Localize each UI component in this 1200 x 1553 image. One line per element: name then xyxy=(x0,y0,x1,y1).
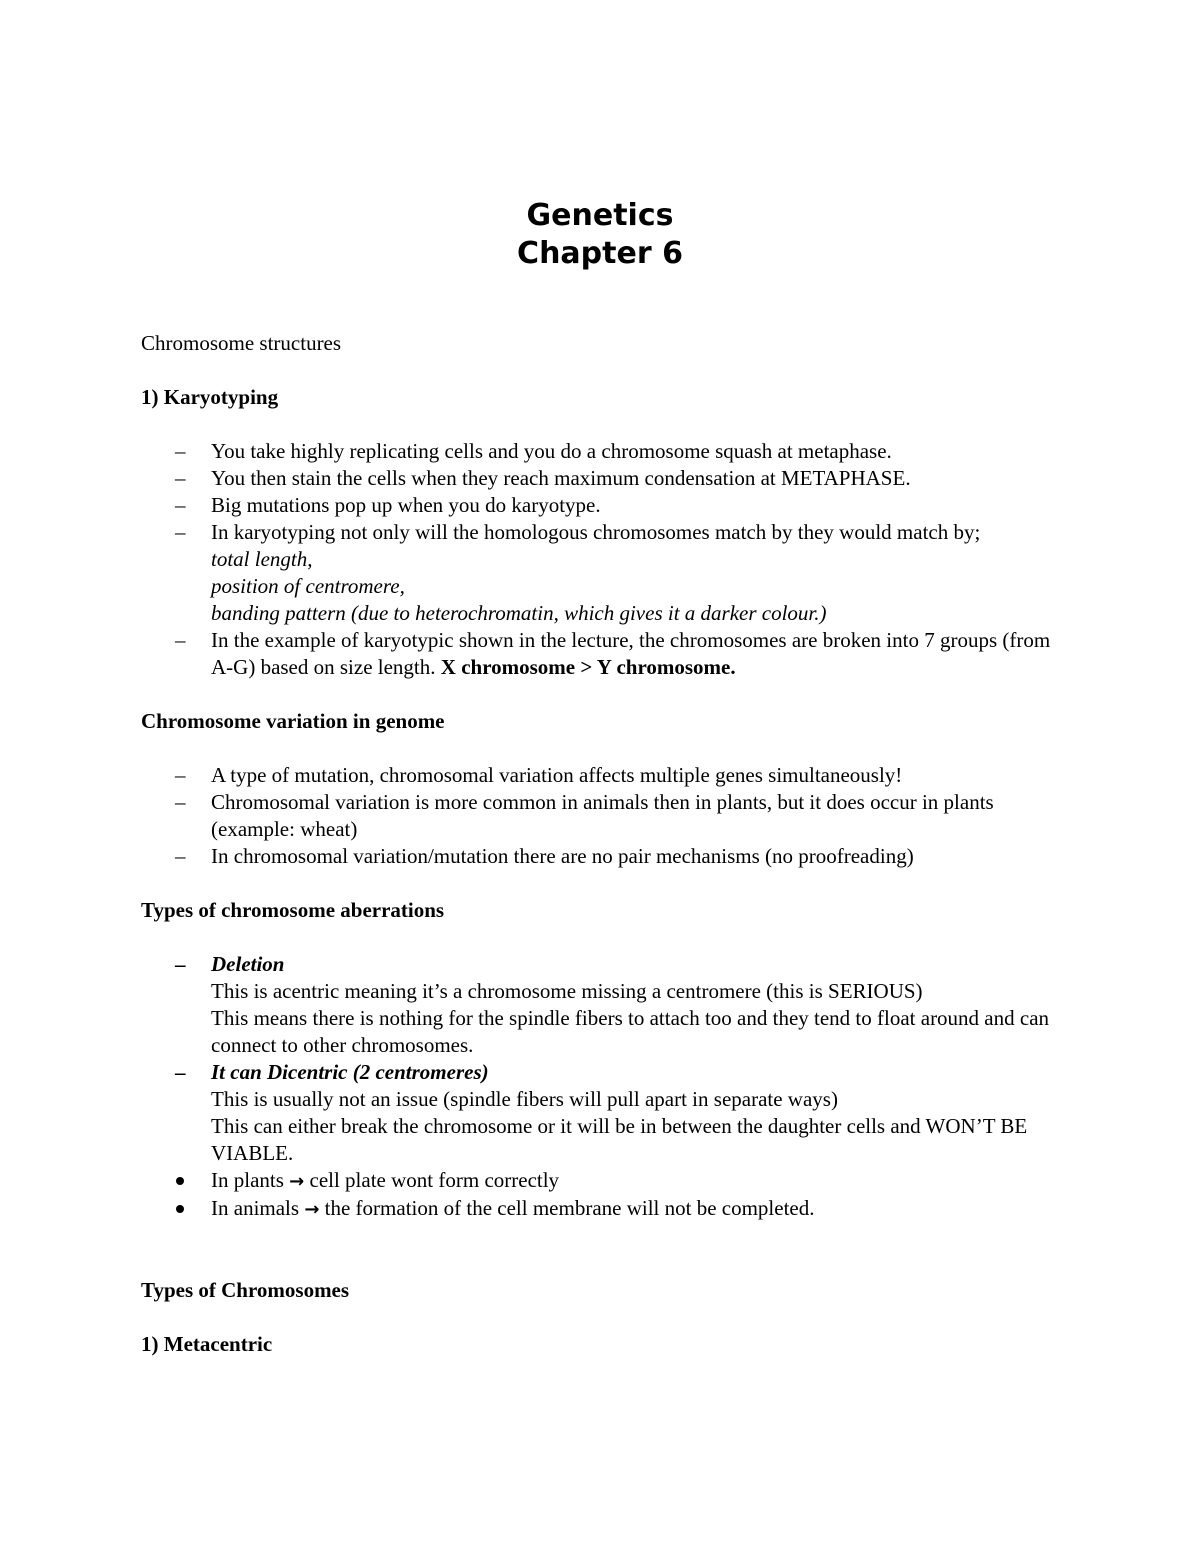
variation-list xyxy=(141,762,1061,870)
list-item xyxy=(141,438,1061,465)
bullet-icon xyxy=(176,1177,184,1185)
arrow-right-icon: → xyxy=(304,1199,320,1220)
dicentric-label: It can Dicentric (2 centromeres) xyxy=(211,1060,489,1084)
dash-marker: – xyxy=(175,952,186,976)
animals-effect: the formation of the cell membrane will not be completed. xyxy=(324,1196,815,1220)
list-item-text: You take highly replicating cells and you do a chromosome squash at metaphase. xyxy=(211,439,892,463)
list-item-text: Big mutations pop up when you do karyotype. xyxy=(211,493,601,517)
dash-marker: – xyxy=(175,520,186,544)
list-item xyxy=(141,519,1061,627)
aberrations-heading: Types of chromosome aberrations xyxy=(141,898,445,922)
document-body xyxy=(141,330,1061,1358)
types-heading: Types of Chromosomes xyxy=(141,1278,350,1302)
arrow-right-icon: → xyxy=(289,1171,305,1192)
document-title: Genetics xyxy=(526,198,674,233)
metacentric-heading: 1) Metacentric xyxy=(141,1332,273,1356)
list-item xyxy=(141,762,1061,789)
list-item xyxy=(141,492,1061,519)
dash-marker: – xyxy=(175,466,186,490)
karyotyping-heading: 1) Karyotyping xyxy=(141,385,279,409)
criterion-banding-pattern: banding pattern (due to heterochromatin, which gives it a darker colour.) xyxy=(211,601,827,625)
aberrations-list xyxy=(141,951,1061,1223)
dash-marker: – xyxy=(175,844,186,868)
document-subtitle: Chapter 6 xyxy=(517,236,683,271)
list-item-text: In karyotyping not only will the homologous chromosomes match by they would match by; xyxy=(211,520,981,544)
list-item xyxy=(141,627,1061,681)
dash-marker: – xyxy=(175,763,186,787)
list-item xyxy=(141,789,1061,843)
karyotyping-list xyxy=(141,438,1061,681)
list-item xyxy=(141,843,1061,870)
dicentric-description: This can either break the chromosome or it will be in between the daughter cells and WON’T BE VIABLE. xyxy=(211,1114,1028,1165)
chromosome-comparison: X chromosome > Y chromosome. xyxy=(440,655,736,679)
list-item-text: A type of mutation, chromosomal variation affects multiple genes simultaneously! xyxy=(211,763,903,787)
plants-effect: cell plate wont form correctly xyxy=(309,1168,560,1192)
list-item-text: In chromosomal variation/mutation there are no pair mechanisms (no proofreading) xyxy=(211,844,914,868)
intro-text: Chromosome structures xyxy=(141,331,342,355)
deletion-label: Deletion xyxy=(211,952,285,976)
variation-heading: Chromosome variation in genome xyxy=(141,709,445,733)
deletion-description: This is acentric meaning it’s a chromosome missing a centromere (this is SERIOUS) xyxy=(211,979,923,1003)
criterion-total-length: total length, xyxy=(211,547,313,571)
list-item-text: In the example of karyotypic shown in the lecture, the chromosomes are broken into 7 groups (from A-G) based on size length. xyxy=(211,628,1051,679)
dash-marker: – xyxy=(175,493,186,517)
dash-marker: – xyxy=(175,1060,186,1084)
dicentric-description: This is usually not an issue (spindle fibers will pull apart in separate ways) xyxy=(211,1087,838,1111)
list-item-text: Chromosomal variation is more common in animals then in plants, but it does occur in plants (example: wheat) xyxy=(211,790,994,841)
list-item xyxy=(141,1195,1061,1223)
deletion-description: This means there is nothing for the spindle fibers to attach too and they tend to float around and can connect to other chromosomes. xyxy=(211,1006,1050,1057)
dash-marker: – xyxy=(175,439,186,463)
dash-marker: – xyxy=(175,628,186,652)
list-item xyxy=(141,465,1061,492)
list-item xyxy=(141,1167,1061,1195)
criterion-centromere-position: position of centromere, xyxy=(211,574,405,598)
list-item xyxy=(141,1059,1061,1167)
dash-marker: – xyxy=(175,790,186,814)
animals-lead: In animals xyxy=(211,1196,300,1220)
list-item xyxy=(141,951,1061,1059)
plants-lead: In plants xyxy=(211,1168,284,1192)
bullet-icon xyxy=(176,1205,184,1213)
list-item-text: You then stain the cells when they reach maximum condensation at METAPHASE. xyxy=(211,466,911,490)
